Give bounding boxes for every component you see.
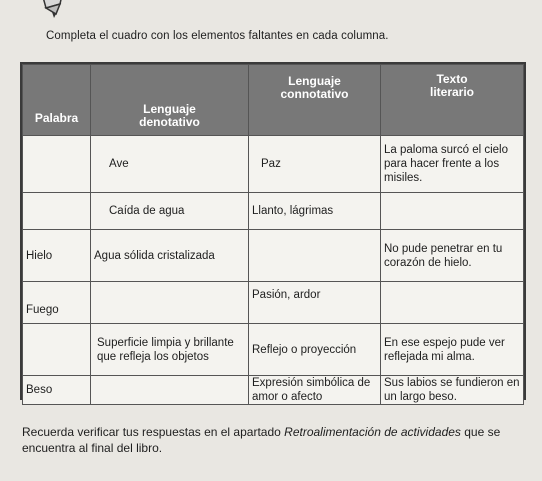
header-palabra: Palabra: [23, 65, 91, 136]
table-row: [23, 324, 524, 376]
pencil-icon: [38, 0, 98, 26]
cell-literario: [381, 282, 524, 324]
footer-section-name: Retroalimentación de actividades: [284, 425, 461, 439]
cell-connotativo: Reflejo o proyección: [249, 324, 381, 376]
table-header-row: [23, 65, 524, 136]
cell-denotativo: Agua sólida cristalizada: [91, 230, 249, 282]
cell-connotativo: Pasión, ardor: [249, 282, 381, 324]
table-row: [23, 282, 524, 324]
cell-connotativo: Llanto, lágrimas: [249, 193, 381, 230]
cell-palabra: Fuego: [23, 282, 91, 324]
cell-denotativo: [91, 282, 249, 324]
cell-denotativo: Ave: [91, 136, 249, 193]
cell-connotativo: Expresión simbólica de amor o afecto: [249, 376, 381, 405]
cell-literario: En ese espejo pude ver reflejada mi alma.: [381, 324, 524, 376]
cell-literario: No pude penetrar en tu corazón de hielo.: [381, 230, 524, 282]
header-literario: Texto literario: [381, 65, 524, 136]
cell-palabra: [23, 193, 91, 230]
cell-connotativo: Paz: [249, 136, 381, 193]
vocabulary-table: [20, 62, 526, 403]
table-row: [23, 376, 524, 405]
cell-palabra: Hielo: [23, 230, 91, 282]
instruction-text: Completa el cuadro con los elementos faltantes en cada columna.: [46, 30, 389, 42]
cell-literario: [381, 193, 524, 230]
footer-note: Recuerda verificar tus respuestas en el apartado Retroalimentación de actividades que se encuentra al final del libro.: [22, 425, 501, 455]
cell-palabra: [23, 324, 91, 376]
cell-connotativo: [249, 230, 381, 282]
table-row: [23, 193, 524, 230]
cell-literario: La paloma surcó el cielo para hacer frente a los misiles.: [381, 136, 524, 193]
table-row: [23, 136, 524, 193]
cell-denotativo: [91, 376, 249, 405]
cell-denotativo: Superficie limpia y brillante que refleja los objetos: [91, 324, 249, 376]
cell-palabra: [23, 136, 91, 193]
cell-literario: Sus labios se fundieron en un largo beso.: [381, 376, 524, 405]
table-row: [23, 230, 524, 282]
header-denotativo: Lenguaje denotativo: [91, 65, 249, 136]
cell-palabra: Beso: [23, 376, 91, 405]
cell-denotativo: Caída de agua: [91, 193, 249, 230]
header-connotativo: Lenguaje connotativo: [249, 65, 381, 136]
